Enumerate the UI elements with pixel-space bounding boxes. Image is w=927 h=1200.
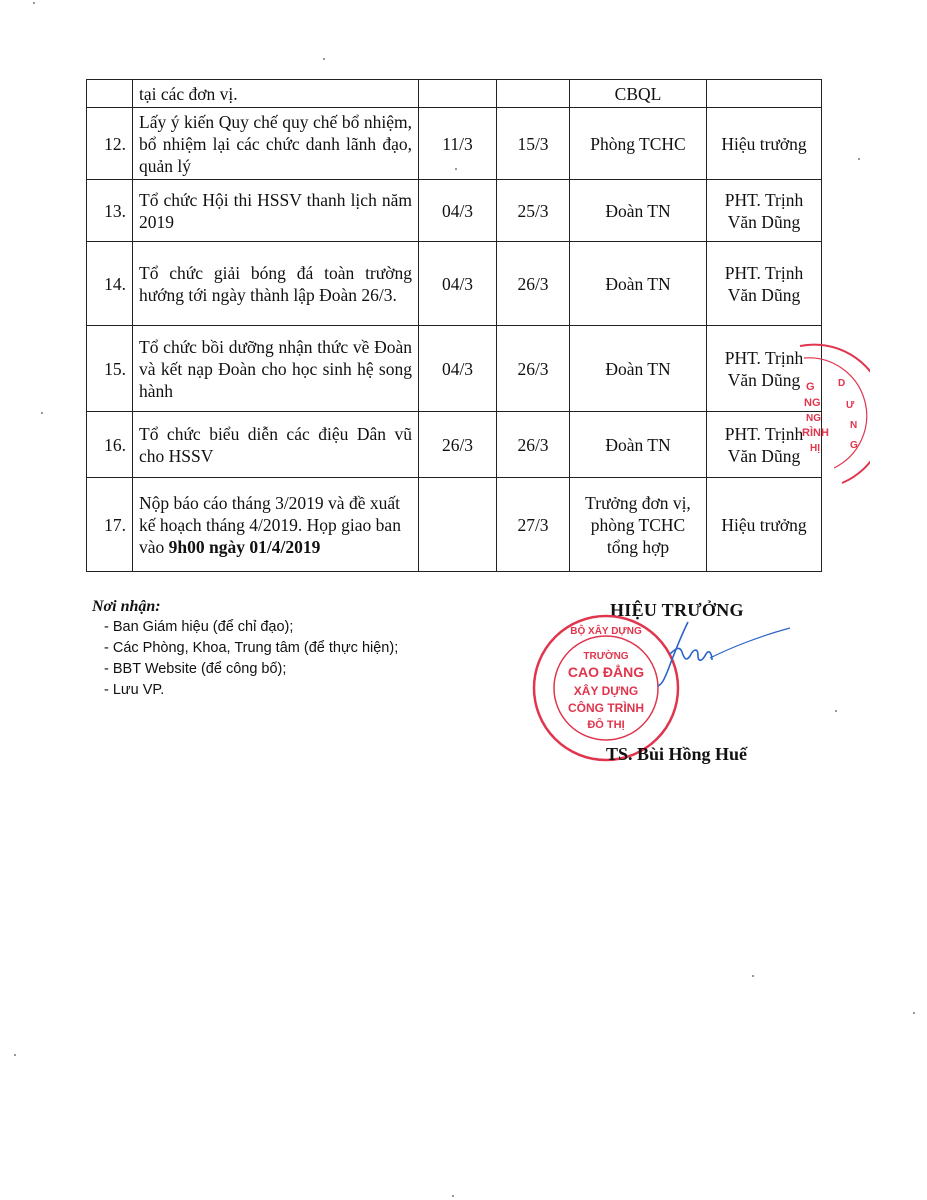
table-row	[87, 108, 822, 180]
scan-speck	[858, 158, 860, 160]
scan-speck	[41, 412, 43, 414]
table-row	[87, 80, 822, 108]
svg-text:G: G	[850, 440, 858, 451]
unit-cell: CBQL	[570, 80, 707, 108]
row-number	[87, 80, 133, 108]
task-cell: tại các đơn vị.	[133, 80, 419, 108]
scan-speck	[455, 168, 457, 170]
recipient-item: - Lưu VP.	[104, 682, 165, 698]
row-number: 13.	[87, 180, 133, 242]
handwritten-signature-icon	[640, 618, 800, 688]
seal-line-5: ĐÔ THỊ	[587, 719, 625, 731]
end-date-cell: 26/3	[497, 326, 570, 412]
recipient-item: - Ban Giám hiệu (để chỉ đạo);	[104, 619, 294, 635]
unit-cell: Trưởng đơn vị, phòng TCHC tổng hợp	[570, 478, 707, 572]
signer-name: TS. Bùi Hồng Huế	[606, 744, 748, 764]
lead-cell: PHT. Trịnh Văn Dũng	[707, 412, 822, 478]
svg-text:G: G	[806, 381, 815, 393]
svg-text:RÌNH: RÌNH	[802, 427, 829, 439]
unit-cell: Đoàn TN	[570, 180, 707, 242]
end-date-cell: 27/3	[497, 478, 570, 572]
table-row	[87, 242, 822, 326]
signer-title: HIỆU TRƯỞNG	[610, 600, 744, 620]
svg-text:D: D	[838, 378, 846, 389]
scan-speck	[752, 975, 754, 977]
scan-speck	[835, 710, 837, 712]
recipients-block	[92, 596, 398, 701]
unit-cell: Phòng TCHC	[570, 108, 707, 180]
row-number: 17.	[87, 478, 133, 572]
task-cell: Tổ chức bồi dưỡng nhận thức về Đoàn và kết nạp Đoàn cho học sinh hệ song hành	[133, 326, 419, 412]
end-date-cell: 26/3	[497, 412, 570, 478]
partial-seal-icon	[790, 328, 870, 498]
table-row	[87, 180, 822, 242]
lead-cell: Hiệu trưởng	[707, 108, 822, 180]
unit-cell: Đoàn TN	[570, 412, 707, 478]
task-cell: Lấy ý kiến Quy chế quy chế bổ nhiệm, bổ nhiệm lại các chức danh lãnh đạo, quản lý	[133, 108, 419, 180]
recipients-title: Nơi nhận:	[92, 598, 161, 615]
end-date-cell	[497, 80, 570, 108]
lead-cell: PHT. Trịnh Văn Dũng	[707, 326, 822, 412]
row-number: 14.	[87, 242, 133, 326]
task-cell: Tổ chức giải bóng đá toàn trường hướng tới ngày thành lập Đoàn 26/3.	[133, 242, 419, 326]
table-row	[87, 326, 822, 412]
seal-line-2: CAO ĐẲNG	[567, 664, 645, 680]
scan-speck	[14, 1054, 16, 1056]
scan-speck	[323, 58, 325, 60]
end-date-cell: 15/3	[497, 108, 570, 180]
svg-text:HỊ: HỊ	[810, 443, 820, 454]
scan-speck	[913, 1012, 915, 1014]
row-number: 12.	[87, 108, 133, 180]
task-cell	[133, 478, 419, 572]
meeting-time: 9h00 ngày 01/4/2019	[168, 536, 321, 557]
row-number: 16.	[87, 412, 133, 478]
unit-cell: Đoàn TN	[570, 326, 707, 412]
lead-cell: Hiệu trưởng	[707, 478, 822, 572]
unit-cell: Đoàn TN	[570, 242, 707, 326]
task-cell: Tổ chức Hội thi HSSV thanh lịch năm 2019	[133, 180, 419, 242]
row-number: 15.	[87, 326, 133, 412]
recipient-item: - Các Phòng, Khoa, Trung tâm (để thực hiện);	[104, 640, 399, 656]
plan-table	[86, 79, 822, 572]
end-date-cell: 25/3	[497, 180, 570, 242]
lead-cell: PHT. Trịnh Văn Dũng	[707, 180, 822, 242]
svg-text:Ư: Ư	[846, 400, 855, 411]
svg-text:NG: NG	[804, 397, 821, 409]
start-date-cell	[419, 80, 497, 108]
seal-line-4: CÔNG TRÌNH	[568, 701, 644, 715]
svg-text:NG: NG	[806, 413, 821, 424]
task-text: Nộp báo cáo tháng 3/2019 và đề xuất kế hoạch tháng 4/2019. Họp giao ban vào	[139, 492, 401, 557]
recipient-item: - BBT Website (để công bố);	[104, 661, 287, 677]
lead-cell: PHT. Trịnh Văn Dũng	[707, 242, 822, 326]
table-row	[87, 478, 822, 572]
start-date-cell: 26/3	[419, 412, 497, 478]
table-row	[87, 412, 822, 478]
scan-speck	[33, 2, 35, 4]
end-date-cell: 26/3	[497, 242, 570, 326]
start-date-cell: 11/3	[419, 108, 497, 180]
svg-text:N: N	[850, 420, 858, 431]
seal-outer-text: BỘ XÂY DỰNG	[570, 626, 642, 637]
seal-line-1: TRƯỜNG	[583, 651, 629, 662]
start-date-cell: 04/3	[419, 326, 497, 412]
lead-cell	[707, 80, 822, 108]
start-date-cell: 04/3	[419, 180, 497, 242]
seal-line-3: XÂY DỰNG	[573, 684, 639, 698]
task-cell: Tổ chức biểu diễn các điệu Dân vũ cho HSSV	[133, 412, 419, 478]
start-date-cell: 04/3	[419, 242, 497, 326]
start-date-cell	[419, 478, 497, 572]
scan-speck	[452, 1195, 454, 1197]
